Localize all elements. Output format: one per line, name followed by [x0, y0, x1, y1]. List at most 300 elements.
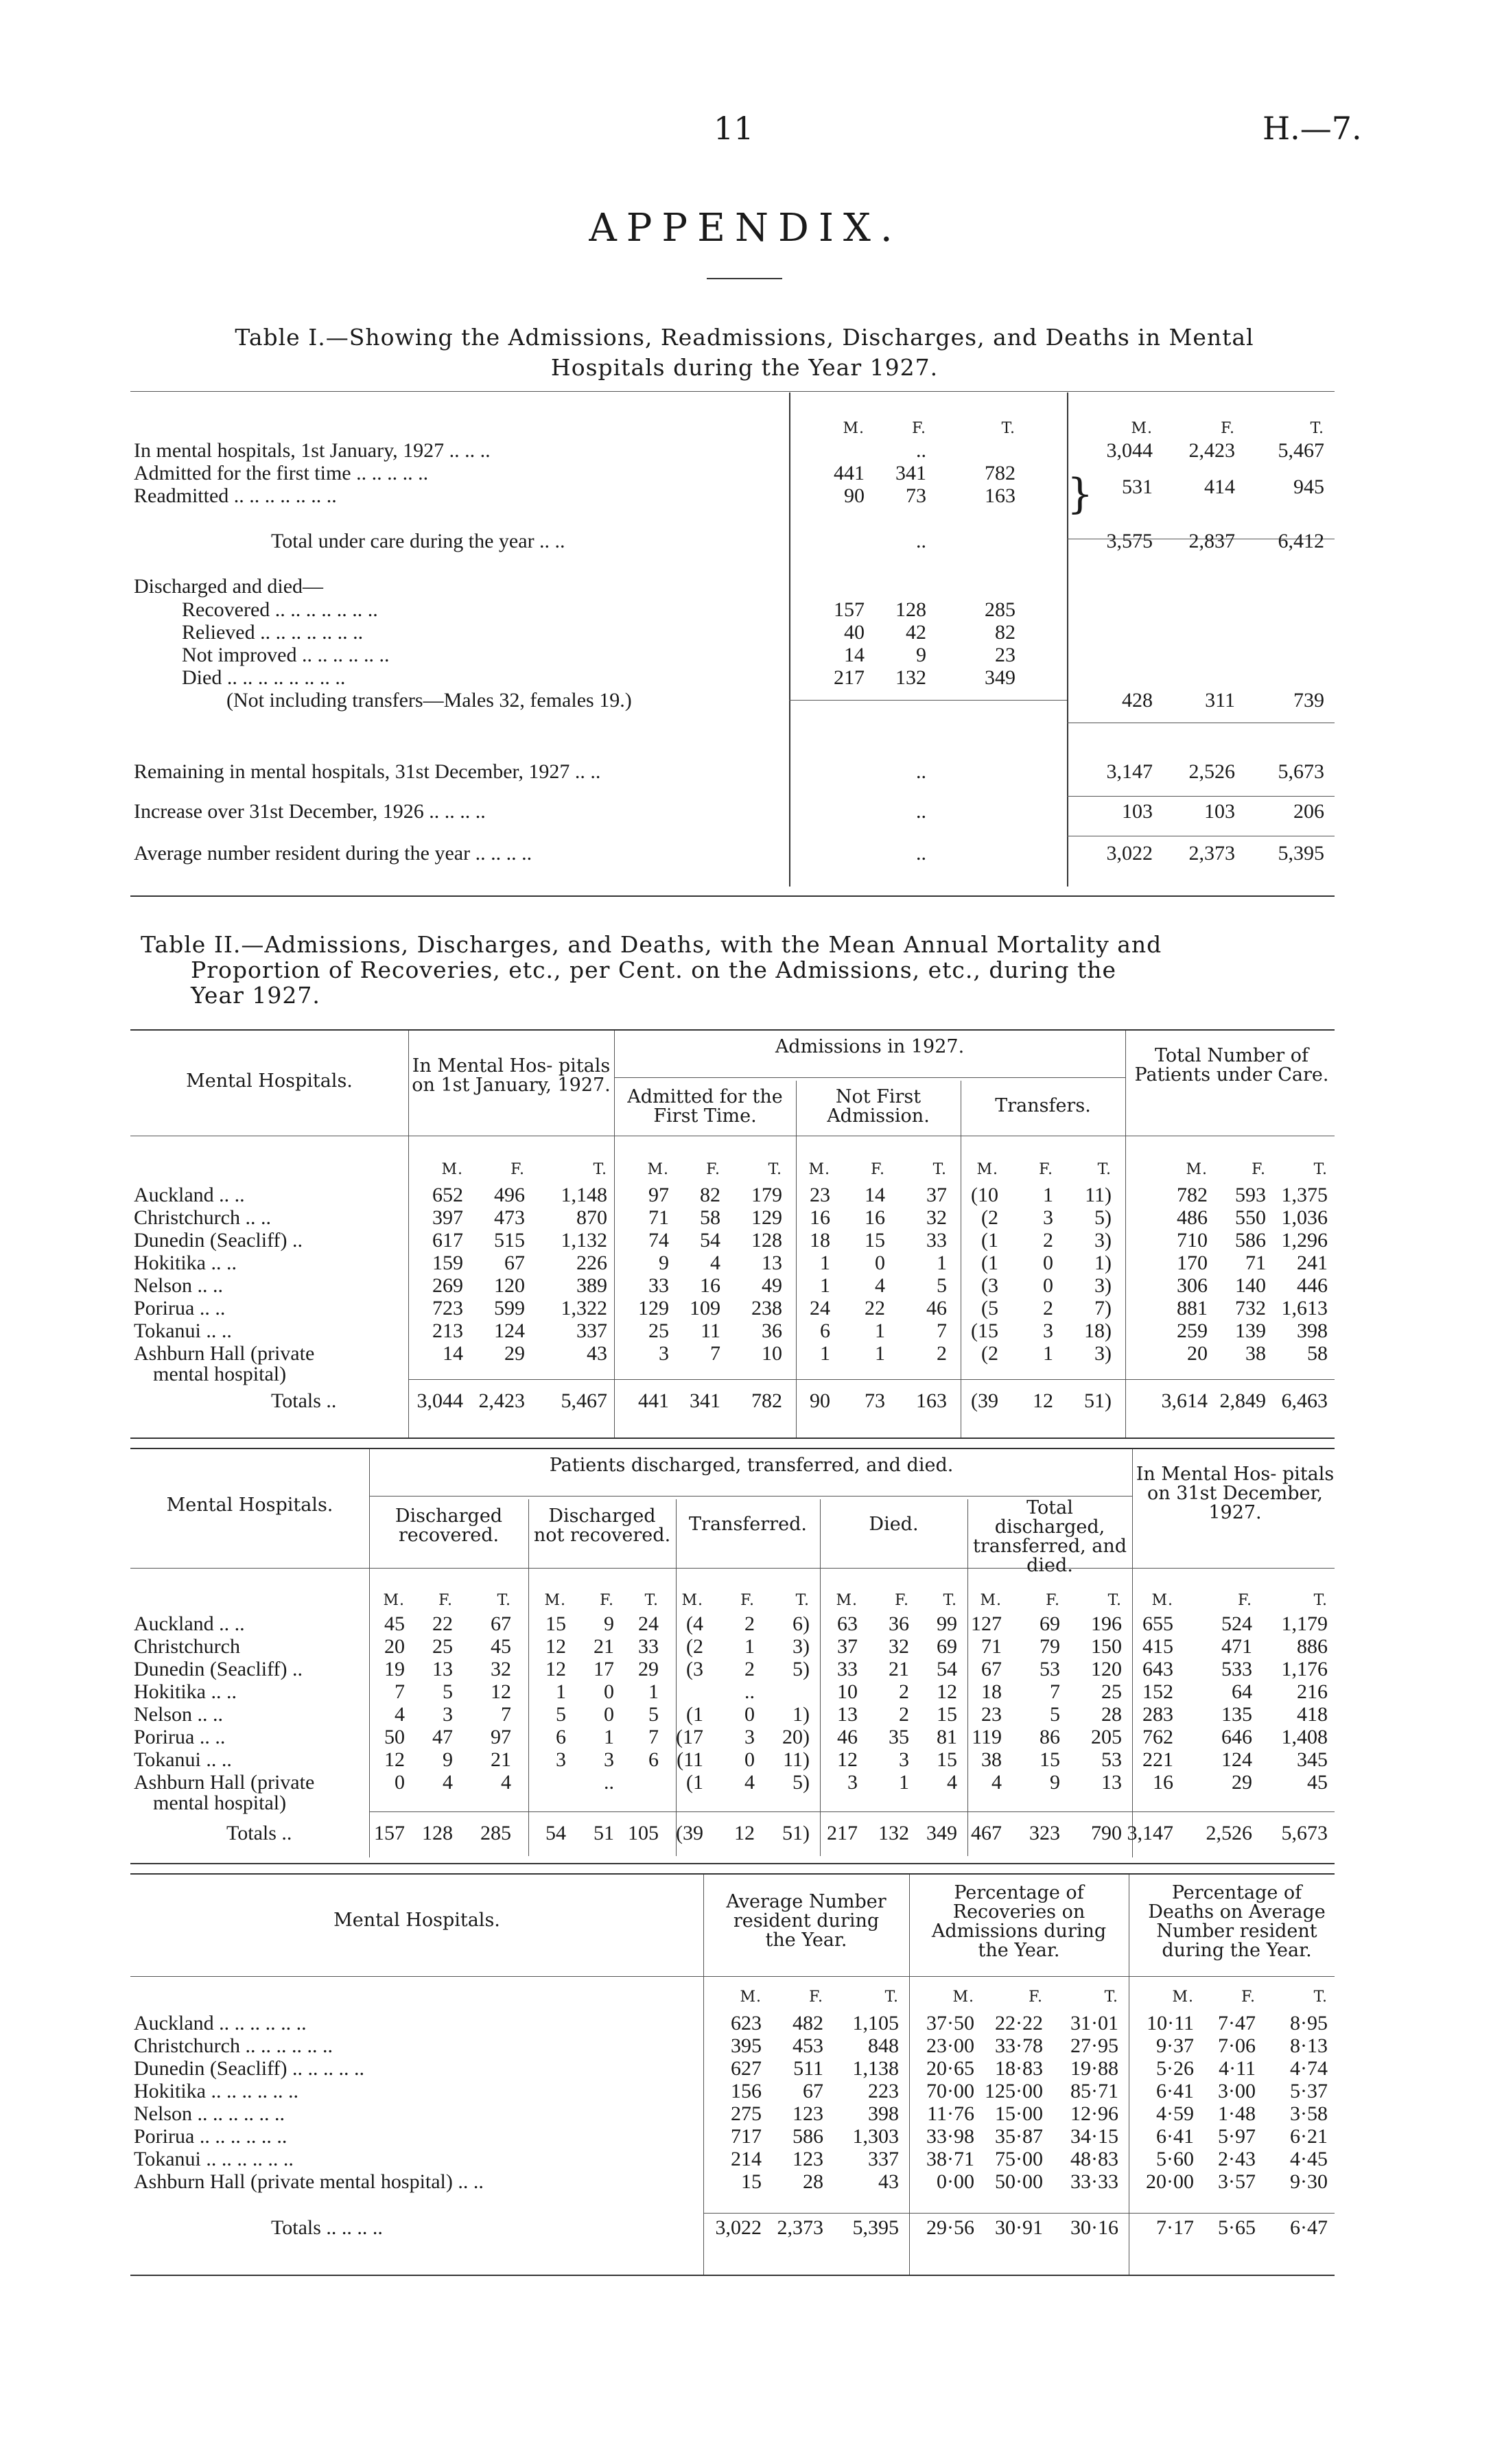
t2b-row-6-c-0: 12	[384, 1748, 405, 1771]
t1-row-label-12: Average number resident during the year .. .. .. ..	[134, 842, 532, 865]
t2a-colhead-11: T.	[1097, 1161, 1112, 1178]
table1-rule-remaining	[1067, 796, 1335, 797]
t2a-totals-c-14: 6,463	[1281, 1389, 1328, 1412]
t2b-row-2-c-10: 21	[889, 1658, 909, 1680]
t2a-row-7-c-6: 1	[820, 1342, 830, 1365]
t2b-row-4-c-8: 1)	[793, 1703, 810, 1726]
t2a-row-4-c-8: 5	[937, 1274, 947, 1297]
t2c-row-3-c-0: 156	[731, 2080, 762, 2102]
t2b-row-4-c-13: 5	[1050, 1703, 1060, 1726]
t2b-row-4-c-3: 5	[556, 1703, 566, 1726]
t2b-row-1-c-9: 37	[837, 1635, 858, 1658]
t2c-row-6-c-0: 214	[731, 2148, 762, 2170]
t2a-row-4-c-2: 389	[576, 1274, 607, 1297]
t2a-row-7-c-0: 14	[443, 1342, 463, 1365]
t2a-row-1-c-12: 486	[1177, 1206, 1208, 1229]
t2a-totals-c-1: 2,423	[478, 1389, 525, 1412]
t2b-row-7-c-11: 4	[947, 1771, 957, 1794]
t2c-row-6-c-2: 337	[868, 2148, 899, 2170]
t2b-row-0-c-1: 22	[432, 1612, 453, 1635]
t2c-row-5-c-0: 717	[731, 2125, 762, 2148]
t2b-colhead-5: T.	[644, 1592, 659, 1609]
t2c-top-rule	[130, 1873, 1335, 1875]
t2a-row-1-c-14: 1,036	[1281, 1206, 1328, 1229]
t2c-row-4-c-0: 275	[731, 2102, 762, 2125]
t2a-row-4-c-13: 140	[1235, 1274, 1266, 1297]
t2b-row-3-c-9: 10	[837, 1680, 858, 1703]
t2b-row-name-4: Nelson .. ..	[134, 1703, 223, 1726]
t2c-row-7-c-8: 9·30	[1290, 2170, 1328, 2193]
t2a-row-3-c-14: 241	[1297, 1252, 1328, 1274]
t2a-row-4-c-9: (3	[981, 1274, 998, 1297]
t1-row-5-a-0: 157	[834, 598, 865, 621]
t1-row-6-a-0: 40	[844, 621, 865, 644]
t2a-row-2-c-7: 15	[865, 1229, 885, 1252]
t2b-row-6-c-1: 9	[443, 1748, 453, 1771]
t2a-row-7-c-2: 43	[587, 1342, 607, 1365]
t2c-row-2-c-2: 1,138	[852, 2057, 899, 2080]
t2c-row-6-c-5: 48·83	[1070, 2148, 1118, 2170]
t2a-row-1-c-9: (2	[981, 1206, 998, 1229]
t1-row-2-a-1: 73	[906, 484, 926, 507]
t2a-row-1-c-1: 473	[494, 1206, 525, 1229]
t2b-row-7-c-12: 4	[991, 1771, 1002, 1794]
t2a-row-2-c-2: 1,132	[561, 1229, 607, 1252]
t2b-row-4-c-16: 135	[1221, 1703, 1252, 1726]
t2a-row-6-c-6: 6	[820, 1319, 830, 1342]
t2b-row-5-c-4: 1	[604, 1726, 614, 1748]
t2c-row-4-c-3: 11·76	[927, 2102, 974, 2125]
t2c-totals-c-6: 7·17	[1156, 2216, 1194, 2239]
t2c-row-5-c-7: 5·97	[1218, 2125, 1256, 2148]
t2b-totals-c-17: 5,673	[1281, 1822, 1328, 1844]
t2c-row-name-3: Hokitika .. .. .. .. .. ..	[134, 2080, 298, 2102]
t2b-row-6-c-17: 345	[1297, 1748, 1328, 1771]
t2c-colhead-2: T.	[884, 1988, 899, 2006]
t2a-top-rule	[130, 1029, 1335, 1031]
t2a-row-7-c-1: 29	[504, 1342, 525, 1365]
t2a-row-7-c-9: (2	[981, 1342, 998, 1365]
t2b-colhead-4: F.	[600, 1592, 614, 1609]
t2a-row-0-c-0: 652	[432, 1184, 463, 1206]
t2c-head-hospitals: Mental Hospitals.	[333, 1910, 500, 1931]
t2c-row-0-c-8: 8·95	[1290, 2012, 1328, 2034]
t2c-row-6-c-4: 75·00	[995, 2148, 1043, 2170]
t2b-totals-c-9: 217	[827, 1822, 858, 1844]
t2a-row-5-c-2: 1,322	[561, 1297, 607, 1319]
t2a-row-6-c-12: 259	[1177, 1319, 1208, 1342]
t2c-row-6-c-1: 123	[793, 2148, 823, 2170]
t1-colhead-m1: M.	[843, 420, 865, 437]
t2a-bottom-rule	[130, 1438, 1335, 1439]
t2a-colhead-8: T.	[932, 1161, 947, 1178]
t1-row-12-b-0: 3,022	[1106, 842, 1153, 865]
t2b-row-4-c-7: 0	[744, 1703, 755, 1726]
t1-row-9-b-2: 739	[1293, 689, 1324, 712]
t2c-totals-c-1: 2,373	[777, 2216, 823, 2239]
t2a-row-3-c-5: 13	[762, 1252, 782, 1274]
t2c-row-2-c-7: 4·11	[1219, 2057, 1256, 2080]
t2a-totals-c-13: 2,849	[1219, 1389, 1266, 1412]
t2a-head-notfirst: Not First Admission.	[827, 1086, 930, 1127]
t2a-row-1-c-2: 870	[576, 1206, 607, 1229]
t1-row-11-a-1: ..	[916, 800, 926, 823]
t2a-row-name-3: Hokitika .. ..	[134, 1252, 237, 1274]
t2a-row-3-c-6: 1	[820, 1252, 830, 1274]
t2a-row-5-c-4: 109	[690, 1297, 720, 1319]
t2a-row-6-c-3: 25	[648, 1319, 669, 1342]
t2a-row-2-c-3: 74	[648, 1229, 669, 1252]
t2b-row-2-c-16: 533	[1221, 1658, 1252, 1680]
t2a-row-6-c-7: 1	[875, 1319, 885, 1342]
t2a-head-in: In Mental Hos- pitals on 1st January, 1927.	[412, 1055, 611, 1096]
t2a-row-5-c-8: 46	[926, 1297, 947, 1319]
t2a-row-name-2: Dunedin (Seacliff) ..	[134, 1229, 303, 1252]
t2a-row-1-c-7: 16	[865, 1206, 885, 1229]
t2c-row-2-c-4: 18·83	[995, 2057, 1043, 2080]
t2a-row-6-c-10: 3	[1043, 1319, 1053, 1342]
t2b-row-2-c-14: 120	[1091, 1658, 1122, 1680]
t2b-totals-c-2: 285	[480, 1822, 511, 1844]
t2a-row-0-c-7: 14	[865, 1184, 885, 1206]
t1-row-1-a-1: 341	[895, 462, 926, 484]
t1-row-label-2: Readmitted .. .. .. .. .. .. ..	[134, 484, 337, 507]
t2b-colhead-13: F.	[1046, 1592, 1060, 1609]
t2b-row-1-c-11: 69	[937, 1635, 957, 1658]
t2a-row-0-c-4: 82	[700, 1184, 720, 1206]
t2a-colhead-5: T.	[768, 1161, 782, 1178]
t2b-row-2-c-6: (3	[686, 1658, 703, 1680]
t1-row-0-b-2: 5,467	[1278, 439, 1324, 462]
t2a-totals-c-6: 90	[810, 1389, 830, 1412]
t2b-row-1-c-2: 45	[491, 1635, 511, 1658]
t2c-colhead-4: F.	[1029, 1988, 1043, 2006]
t2b-row-2-c-2: 32	[491, 1658, 511, 1680]
t1-row-9-b-1: 311	[1205, 689, 1235, 712]
t2a-row-0-c-10: 1	[1043, 1184, 1053, 1206]
t2a-totals-c-0: 3,044	[416, 1389, 463, 1412]
t2b-colhead-16: F.	[1238, 1592, 1252, 1609]
t2a-totals-c-11: 51)	[1084, 1389, 1112, 1412]
t1-row-label-7: Not improved .. .. .. .. .. ..	[182, 644, 390, 666]
t1-row-label-1: Admitted for the first time .. .. .. .. ..	[134, 462, 429, 484]
t2b-totals-c-15: 3,147	[1127, 1822, 1173, 1844]
t2b-row-7-c-17: 45	[1307, 1771, 1328, 1794]
t2b-top-rule	[130, 1448, 1335, 1449]
t2b-head-rule	[130, 1568, 1335, 1569]
t2b-row-1-c-13: 79	[1040, 1635, 1060, 1658]
t2b-row-6-c-4: 3	[604, 1748, 614, 1771]
t1-row-8-a-1: 132	[895, 666, 926, 689]
t2b-group-rule	[369, 1496, 1132, 1497]
t2a-row-0-c-8: 37	[926, 1184, 947, 1206]
t2a-row-5-c-13: 732	[1235, 1297, 1266, 1319]
t2a-row-7-c-13: 38	[1245, 1342, 1266, 1365]
t2c-row-2-c-8: 4·74	[1290, 2057, 1328, 2080]
t2a-colhead-4: F.	[706, 1161, 720, 1178]
t2c-totals-label: Totals .. .. .. ..	[271, 2216, 383, 2239]
t2a-row-1-c-13: 550	[1235, 1206, 1266, 1229]
t2b-row-1-c-14: 150	[1091, 1635, 1122, 1658]
t2a-row-2-c-10: 2	[1043, 1229, 1053, 1252]
t1-row-5-a-1: 128	[895, 598, 926, 621]
t2b-totals-c-12: 467	[971, 1822, 1002, 1844]
t1-row-6-a-1: 42	[906, 621, 926, 644]
t2a-row-1-c-8: 32	[926, 1206, 947, 1229]
t2b-row-2-c-15: 643	[1142, 1658, 1173, 1680]
t2a-colhead-2: T.	[593, 1161, 607, 1178]
t2c-row-1-c-7: 7·06	[1218, 2034, 1256, 2057]
t2a-row-2-c-6: 18	[810, 1229, 830, 1252]
t2b-row-5-c-9: 46	[837, 1726, 858, 1748]
table1-caption-line1: Table I.—Showing the Admissions, Readmissions, Discharges, and Deaths in Mental	[235, 324, 1254, 351]
t2a-row-0-c-6: 23	[810, 1184, 830, 1206]
appendix-title: APPENDIX.	[589, 206, 902, 250]
t2b-colhead-2: T.	[497, 1592, 511, 1609]
t2b-row-6-c-6: (11	[677, 1748, 703, 1771]
t2c-bottom-rule	[130, 2275, 1335, 2276]
t1-row-3-a-1: ..	[916, 530, 926, 552]
t2b-row-5-c-3: 6	[556, 1726, 566, 1748]
t2a-row-4-c-11: 3)	[1094, 1274, 1112, 1297]
t2b-totals-c-10: 132	[878, 1822, 909, 1844]
t2a-row-5-c-11: 7)	[1094, 1297, 1112, 1319]
t2a-row-7-c-8: 2	[937, 1342, 947, 1365]
t2c-row-0-c-3: 37·50	[926, 2012, 974, 2034]
t2b-row-0-c-15: 655	[1142, 1612, 1173, 1635]
t2a-row-3-c-2: 226	[576, 1252, 607, 1274]
t2b-row-5-c-7: 3	[744, 1726, 755, 1748]
t2b-row-3-c-1: 5	[443, 1680, 453, 1703]
t2a-row-2-c-9: (1	[981, 1229, 998, 1252]
t2a-row-2-c-5: 128	[751, 1229, 782, 1252]
t2c-totals-c-5: 30·16	[1070, 2216, 1118, 2239]
t2b-row-0-c-13: 69	[1040, 1612, 1060, 1635]
t2b-totals-label: Totals ..	[226, 1822, 292, 1844]
t2a-row-1-c-6: 16	[810, 1206, 830, 1229]
t2a-row-4-c-0: 269	[432, 1274, 463, 1297]
t2b-colhead-3: M.	[544, 1592, 566, 1609]
t2c-row-3-c-6: 6·41	[1156, 2080, 1194, 2102]
t2b-head-dec: In Mental Hos- pitals on 31st December, 1927.	[1136, 1464, 1335, 1523]
table1-top-rule	[130, 391, 1335, 392]
t2b-head-hospitals: Mental Hospitals.	[166, 1494, 333, 1516]
t2b-row-2-c-11: 54	[937, 1658, 957, 1680]
t2b-row-0-c-12: 127	[971, 1612, 1002, 1635]
t2b-row-6-c-9: 12	[837, 1748, 858, 1771]
t2c-row-7-c-5: 33·33	[1070, 2170, 1118, 2193]
t2c-row-4-c-6: 4·59	[1156, 2102, 1194, 2125]
t2b-row-1-c-15: 415	[1142, 1635, 1173, 1658]
t2b-row-5-c-13: 86	[1040, 1726, 1060, 1748]
t2b-row-3-c-10: 2	[899, 1680, 909, 1703]
t2b-row-6-c-3: 3	[556, 1748, 566, 1771]
t2a-row-2-c-12: 710	[1177, 1229, 1208, 1252]
t2b-row-1-c-4: 21	[594, 1635, 614, 1658]
t2a-row-1-c-10: 3	[1043, 1206, 1053, 1229]
t2c-row-5-c-5: 34·15	[1070, 2125, 1118, 2148]
t2c-row-name-4: Nelson .. .. .. .. .. ..	[134, 2102, 285, 2125]
t2a-row-1-c-11: 5)	[1094, 1206, 1112, 1229]
t2b-row-5-c-17: 1,408	[1281, 1726, 1328, 1748]
t1-row-0-b-0: 3,044	[1106, 439, 1153, 462]
t2a-row-7-c-7: 1	[875, 1342, 885, 1365]
t2c-row-0-c-7: 7·47	[1218, 2012, 1256, 2034]
t2a-row-2-c-1: 515	[494, 1229, 525, 1252]
t2b-row-4-c-10: 2	[899, 1703, 909, 1726]
t2a-row-7-c-11: 3)	[1094, 1342, 1112, 1365]
t2a-row-3-c-10: 0	[1043, 1252, 1053, 1274]
t2b-row-name-3: Hokitika .. ..	[134, 1680, 237, 1703]
t2b-row-name-5: Porirua .. ..	[134, 1726, 226, 1748]
t1-row-3-b-1: 2,837	[1188, 530, 1235, 552]
t2b-row-7-c-10: 1	[899, 1771, 909, 1794]
t2a-colhead-9: M.	[976, 1161, 998, 1178]
t2b-row-7-c-1: 4	[443, 1771, 453, 1794]
t2b-row-3-c-12: 18	[981, 1680, 1002, 1703]
t2a-row-1-c-5: 129	[751, 1206, 782, 1229]
t2a-row-name-7: Ashburn Hall (private	[134, 1342, 315, 1365]
t2c-row-0-c-5: 31·01	[1070, 2012, 1118, 2034]
page-number: 11	[714, 110, 754, 147]
t2b-row-4-c-11: 15	[937, 1703, 957, 1726]
t2a-row-1-c-4: 58	[700, 1206, 720, 1229]
t2b-row-3-c-2: 12	[491, 1680, 511, 1703]
t2a-row-0-c-2: 1,148	[561, 1184, 607, 1206]
t2a-row-2-c-14: 1,296	[1281, 1229, 1328, 1252]
t2b-row-7-c-0: 0	[395, 1771, 405, 1794]
t2a-colhead-3: M.	[647, 1161, 669, 1178]
t2a-row-name-0: Auckland .. ..	[134, 1184, 245, 1206]
t1-row-9-b-0: 428	[1122, 689, 1153, 712]
t2b-row-7-c-8: 5)	[793, 1771, 810, 1794]
t2c-totals-c-0: 3,022	[715, 2216, 762, 2239]
t2a-row-1-c-3: 71	[648, 1206, 669, 1229]
t2a-totals-c-3: 441	[638, 1389, 669, 1412]
t2b-row-1-c-16: 471	[1221, 1635, 1252, 1658]
t1-row-label-0: In mental hospitals, 1st January, 1927 .. .. ..	[134, 439, 491, 462]
t2a-totals-c-12: 3,614	[1161, 1389, 1208, 1412]
table1-caption-line2: Hospitals during the Year 1927.	[550, 354, 939, 381]
t2b-row-1-c-7: 1	[744, 1635, 755, 1658]
t2b-row-5-c-0: 50	[384, 1726, 405, 1748]
t2a-row-4-c-12: 306	[1177, 1274, 1208, 1297]
t2c-row-2-c-5: 19·88	[1070, 2057, 1118, 2080]
t2c-row-name-0: Auckland .. .. .. .. .. ..	[134, 2012, 307, 2034]
t2c-row-5-c-3: 33·98	[926, 2125, 974, 2148]
t2b-row-4-c-0: 4	[395, 1703, 405, 1726]
t2b-row-4-c-17: 418	[1297, 1703, 1328, 1726]
t2a-row-7-c-4: 7	[710, 1342, 720, 1365]
t2a-row-0-c-3: 97	[648, 1184, 669, 1206]
t2b-row-0-c-3: 15	[545, 1612, 566, 1635]
t2b-row-3-c-14: 25	[1101, 1680, 1122, 1703]
t1-brace: }	[1067, 470, 1094, 518]
t2b-row-7-c-2: 4	[501, 1771, 511, 1794]
t2a-row-7-c-12: 20	[1187, 1342, 1208, 1365]
t2c-row-2-c-3: 20·65	[926, 2057, 974, 2080]
t2b-row-0-c-4: 9	[604, 1612, 614, 1635]
t2a-row-5-c-0: 723	[432, 1297, 463, 1319]
t2b-row-0-c-17: 1,179	[1281, 1612, 1328, 1635]
t2b-row-2-c-5: 29	[638, 1658, 659, 1680]
t2b-row-1-c-17: 886	[1297, 1635, 1328, 1658]
t2b-head-transferred: Transferred.	[689, 1514, 807, 1535]
t2a-row-5-c-9: (5	[981, 1297, 998, 1319]
t2c-row-4-c-8: 3·58	[1290, 2102, 1328, 2125]
t2b-row-2-c-13: 53	[1040, 1658, 1060, 1680]
t2b-row-7-c-13: 9	[1050, 1771, 1060, 1794]
t2c-row-7-c-0: 15	[741, 2170, 762, 2193]
t2b-row-6-c-5: 6	[648, 1748, 659, 1771]
t2c-colhead-5: T.	[1104, 1988, 1118, 2006]
t2b-row-6-c-13: 15	[1040, 1748, 1060, 1771]
t2b-row-1-c-5: 33	[638, 1635, 659, 1658]
t1-row-label-8: Died .. .. .. .. .. .. .. ..	[182, 666, 346, 689]
t2b-row-0-c-2: 67	[491, 1612, 511, 1635]
t1-row-label-9: (Not including transfers—Males 32, females 19.)	[226, 689, 632, 712]
t2c-row-3-c-4: 125·00	[985, 2080, 1043, 2102]
t2a-row-0-c-13: 593	[1235, 1184, 1266, 1206]
t2c-colhead-1: F.	[809, 1988, 823, 2006]
t2b-row-7-c-4: ..	[604, 1771, 614, 1794]
t2b-row-2-c-1: 13	[432, 1658, 453, 1680]
t2a-row-0-c-5: 179	[751, 1184, 782, 1206]
t2a-row-2-c-4: 54	[700, 1229, 720, 1252]
t2c-row-7-c-1: 28	[803, 2170, 823, 2193]
t2a-totals-label: Totals ..	[271, 1389, 337, 1412]
t1-row-6-a-2: 82	[995, 621, 1015, 644]
t2a-row-4-c-6: 1	[820, 1274, 830, 1297]
t2a-row-4-c-10: 0	[1043, 1274, 1053, 1297]
t2c-row-1-c-4: 33·78	[995, 2034, 1043, 2057]
t2c-row-4-c-2: 398	[868, 2102, 899, 2125]
t2c-row-0-c-6: 10·11	[1147, 2012, 1194, 2034]
t2c-row-name-5: Porirua .. .. .. .. .. ..	[134, 2125, 287, 2148]
t2a-totals-c-9: (39	[971, 1389, 998, 1412]
t2a-row-6-c-4: 11	[701, 1319, 720, 1342]
t2b-row-3-c-17: 216	[1297, 1680, 1328, 1703]
t2c-row-4-c-5: 12·96	[1070, 2102, 1118, 2125]
t2b-row-6-c-11: 15	[937, 1748, 957, 1771]
t2a-totals-c-2: 5,467	[561, 1389, 607, 1412]
t1-row-8-a-2: 349	[985, 666, 1015, 689]
t1-colhead-f1: F.	[912, 420, 926, 437]
t2a-head-total: Total Number of Patients under Care.	[1134, 1045, 1329, 1086]
t2a-row-3-c-9: (1	[981, 1252, 998, 1274]
t2b-row-0-c-11: 99	[937, 1612, 957, 1635]
t1-row-2-b-0: 531	[1122, 476, 1153, 498]
t2c-row-1-c-1: 453	[793, 2034, 823, 2057]
t2c-row-name-1: Christchurch .. .. .. .. .. ..	[134, 2034, 333, 2057]
t2a-row-3-c-11: 1)	[1094, 1252, 1112, 1274]
t2b-row-1-c-8: 3)	[793, 1635, 810, 1658]
t1-row-11-b-2: 206	[1293, 800, 1324, 823]
t2a-row-7-c-5: 10	[762, 1342, 782, 1365]
t2a-head-transfers: Transfers.	[995, 1095, 1091, 1116]
t2b-row-name-2: Dunedin (Seacliff) ..	[134, 1658, 303, 1680]
t2b-row-3-c-3: 1	[556, 1680, 566, 1703]
t2b-row-4-c-9: 13	[837, 1703, 858, 1726]
t1-row-7-a-2: 23	[995, 644, 1015, 666]
t2c-totals-c-4: 30·91	[995, 2216, 1043, 2239]
t2b-row-0-c-14: 196	[1091, 1612, 1122, 1635]
t2c-totals-c-3: 29·56	[926, 2216, 974, 2239]
t2b-colhead-9: M.	[836, 1592, 858, 1609]
t2a-row-6-c-9: (15	[971, 1319, 998, 1342]
t2c-colhead-6: M.	[1172, 1988, 1194, 2006]
report-reference: H.—7.	[1263, 110, 1362, 147]
